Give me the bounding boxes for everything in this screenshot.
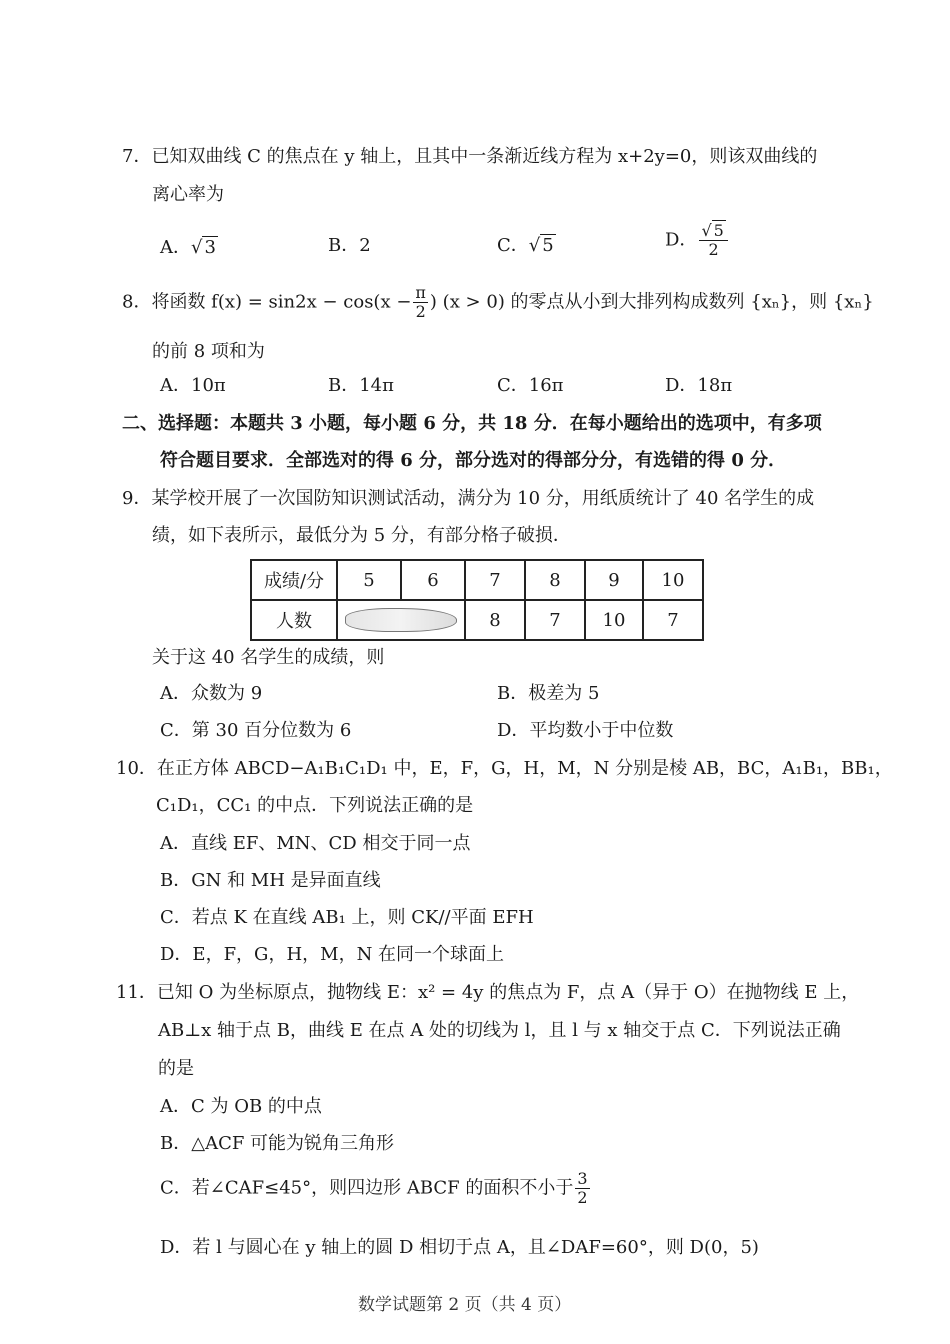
section2-heading-line1: 二、选择题：本题共 3 小题，每小题 6 分，共 18 分．在每小题给出的选项中，有多项 — [122, 413, 822, 434]
q7-option-a — [160, 236, 218, 260]
table-cell: 8 — [465, 600, 525, 640]
table-header-cell: 6 — [401, 560, 465, 600]
section2-heading-line2: 符合题目要求．全部选对的得 6 分，部分选对的得部分分，有选错的得 0 分． — [160, 450, 787, 471]
q8-frac-numerator: π — [415, 283, 426, 302]
table-cell: 10 — [585, 600, 643, 640]
q7-option-d — [665, 222, 730, 259]
q7-option-c-radicand: 5 — [542, 235, 554, 256]
table-header-cell: 5 — [337, 560, 401, 600]
q9-stem-line2: 绩，如下表所示，最低分为 5 分，有部分格子破损． — [152, 525, 571, 546]
q11-option-a: A．C 为 OB 的中点 — [160, 1096, 322, 1117]
q8-stem-line2: 的前 8 项和为 — [152, 341, 265, 362]
q10-option-b: B．GN 和 MH 是异面直线 — [160, 870, 381, 891]
q10-option-d: D．E，F，G，H，M，N 在同一个球面上 — [160, 944, 505, 965]
q11-stem-line3: 的是 — [158, 1058, 194, 1079]
table-header-cell: 7 — [465, 560, 525, 600]
q8-option-d: D．18π — [665, 375, 733, 396]
q11-option-d: D．若 l 与圆心在 y 轴上的圆 D 相切于点 A，且∠DAF=60°，则 D(0，5) — [160, 1237, 759, 1258]
q8-option-c: C．16π — [497, 375, 564, 396]
score-table — [250, 559, 704, 641]
q9-stem-line3: 关于这 40 名学生的成绩，则 — [152, 647, 385, 668]
table-row — [251, 600, 703, 640]
smudge-mark — [345, 608, 457, 632]
table-header-cell: 8 — [525, 560, 585, 600]
table-header-cell: 成绩/分 — [251, 560, 337, 600]
q11-option-c-fraction — [575, 1170, 589, 1207]
q7-option-d-label: D． — [665, 229, 698, 251]
q8-stem-line1 — [122, 284, 874, 321]
q10-stem-line2: C₁D₁，CC₁ 的中点．下列说法正确的是 — [156, 795, 474, 816]
damaged-cell — [337, 600, 465, 640]
q7-option-c — [497, 234, 556, 258]
q8-stem-post: ) (x > 0) 的零点从小到大排列构成数列 {xₙ}，则 {xₙ} — [429, 291, 874, 313]
q8-stem-pre: 8．将函数 f(x) = sin2x − cos(x − — [122, 291, 412, 313]
table-header-cell: 9 — [585, 560, 643, 600]
q9-option-d: D．平均数小于中位数 — [497, 720, 674, 741]
table-cell: 7 — [525, 600, 585, 640]
sqrt-symbol: √ 5 — [528, 235, 554, 256]
q9-stem-line1: 9．某学校开展了一次国防知识测试活动，满分为 10 分，用纸质统计了 40 名学生的成 — [122, 488, 815, 509]
q7-option-a-radicand: 3 — [204, 237, 216, 258]
q8-frac-denominator: 2 — [415, 302, 426, 321]
q10-option-a: A．直线 EF、MN、CD 相交于同一点 — [160, 833, 471, 854]
page-footer: 数学试题第 2 页（共 4 页） — [358, 1295, 572, 1315]
q10-stem-line1: 10．在正方体 ABCD−A₁B₁C₁D₁ 中，E，F，G，H，M，N 分别是棱 AB，BC，A₁B₁，BB₁， — [116, 758, 893, 779]
table-row-label: 人数 — [251, 600, 337, 640]
table-cell: 7 — [643, 600, 703, 640]
q7-option-d-numerator: 5 — [713, 221, 724, 240]
q11-option-c-text: C．若∠CAF≤45°，则四边形 ABCF 的面积不小于 — [160, 1177, 574, 1199]
q7-option-b: B．2 — [328, 235, 371, 256]
q8-pi-over-2 — [413, 284, 428, 321]
q11-option-b: B．△ACF 可能为锐角三角形 — [160, 1133, 395, 1154]
q9-option-c: C．第 30 百分位数为 6 — [160, 720, 352, 741]
q7-option-c-label: C． — [497, 235, 529, 256]
q11-option-c-numerator: 3 — [577, 1169, 588, 1188]
q8-option-b: B．14π — [328, 375, 394, 396]
table-row — [251, 560, 703, 600]
q11-stem-line1: 11．已知 O 为坐标原点，抛物线 E：x² = 4y 的焦点为 F，点 A（异于 O）在抛物线 E 上， — [116, 982, 860, 1003]
table-header-cell: 10 — [643, 560, 703, 600]
q9-option-a: A．众数为 9 — [160, 683, 263, 704]
q11-stem-line2: AB⊥x 轴于点 B，曲线 E 在点 A 处的切线为 l，且 l 与 x 轴交于点 C．下列说法正确 — [158, 1020, 841, 1041]
q8-option-a: A．10π — [160, 375, 226, 396]
q7-option-d-fraction: $\frac{√ 5}{2}$ — [699, 222, 727, 259]
q7-stem-line1: 7．已知双曲线 C 的焦点在 y 轴上，且其中一条渐近线方程为 x+2y=0，则该双曲线的 — [122, 146, 818, 167]
q7-option-a-label: A． — [160, 237, 191, 258]
q7-option-d-denominator: 2 — [708, 240, 719, 259]
q11-option-c — [160, 1170, 592, 1207]
q9-option-b: B．极差为 5 — [497, 683, 600, 704]
q7-stem-line2: 离心率为 — [152, 184, 224, 205]
q11-option-c-denominator: 2 — [577, 1188, 588, 1207]
sqrt-symbol: √ 3 — [191, 237, 216, 258]
q10-option-c: C．若点 K 在直线 AB₁ 上，则 CK//平面 EFH — [160, 907, 534, 928]
